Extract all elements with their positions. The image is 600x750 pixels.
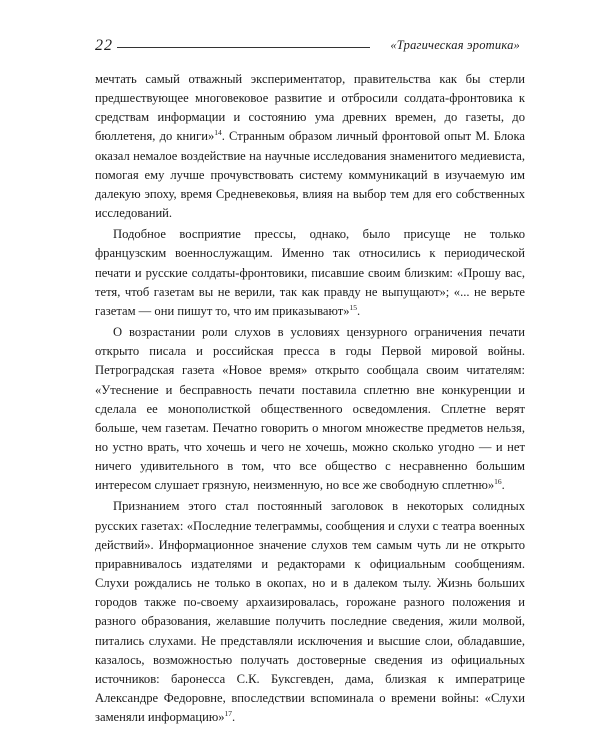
paragraph	[95, 497, 525, 727]
text-run: Подобное восприятие прессы, однако, было присуще не только французским военнослужащим. Именно так относились к периодической печати и русские солдаты-фронтовики, писавшие своим близким: «Прошу вас, тетя, чтоб газетам вы не верили, так как правду не выпущают»; «... не верьте газетам — они пишут то, что им приказывают»	[95, 227, 525, 318]
text-run: . Странным образом личный фронтовой опыт М. Блока оказал немалое воздействие на научные исследования знаменитого медиевиста, помогая ему лучше прочувствовать систему коммуникаций в изучаемую им далекую эпоху, время Средневековья, влияя на выбор тем для его собственных исследований.	[95, 129, 525, 221]
footnote-ref: 15	[349, 302, 358, 312]
text-run: мечтать самый отважный экспериментатор, правительства как бы стерли предшествующее многовековое развитие и отбросили солдата-фронтовика к средствам информации и состоянию ума древних времен, до газеты, до бюллетеня, до книги»	[95, 72, 525, 144]
body-text	[95, 70, 525, 729]
paragraph	[95, 70, 525, 223]
text-run: О возрастании роли слухов в условиях цензурного ограничения печати открыто писала и российская пресса в годы Первой мировой войны. Петроградская газета «Новое время» открыто сообщала своим читателям: «Утеснение и бесправность печати поставила сплетню вне конкуренции и сделала ее монополисткой общественного осведомления. Сплетне верят больше, чем газетам. Печатно говорить о многом множестве предметов нельзя, но устно врать, что хочешь и чего не хочешь, можно сколько угодно — и нет ничего удивительного в том, что все общество с несравненно большим интересом слушает грязную, неизменную, но все же свободную сплетню»	[95, 325, 525, 493]
running-title: «Трагическая эротика»	[390, 38, 520, 52]
text-run: Признанием этого стал постоянный заголовок в некоторых солидных русских газетах: «Последние телеграммы, сообщения и слухи с театра военных действий». Информационное значение слухов тем самым чуть ли не открыто приравнивалось издателями и редакторами к официальным сообщениям. Слухи рождались не только в окопах, но и в далеком тылу. Жизнь больших городов также по-своему архаизировалась, горожане разного положения и разного образования, желавшие получить последние сведения, жили молвой, питались слухами. Не представляли исключения и высшие слои, обладавшие, казалось, возможностью получать достоверные сведения из официальных источников: баронесса С.К. Буксгевден, дама, близкая к императрице Александре Федоровне, впоследствии вспоминала о времени войны: «Слухи заменяли информацию»	[95, 499, 525, 725]
header-rule	[117, 47, 370, 48]
text-run: .	[357, 303, 361, 318]
page-header	[95, 37, 520, 57]
paragraph	[95, 323, 525, 495]
paragraph	[95, 225, 525, 321]
footnote-ref: 17	[224, 709, 233, 719]
page-number: 22	[95, 37, 113, 54]
footnote-ref: 16	[494, 477, 502, 487]
text-run: .	[232, 710, 236, 725]
footnote-ref: 14	[214, 128, 222, 138]
text-run: .	[501, 478, 505, 493]
